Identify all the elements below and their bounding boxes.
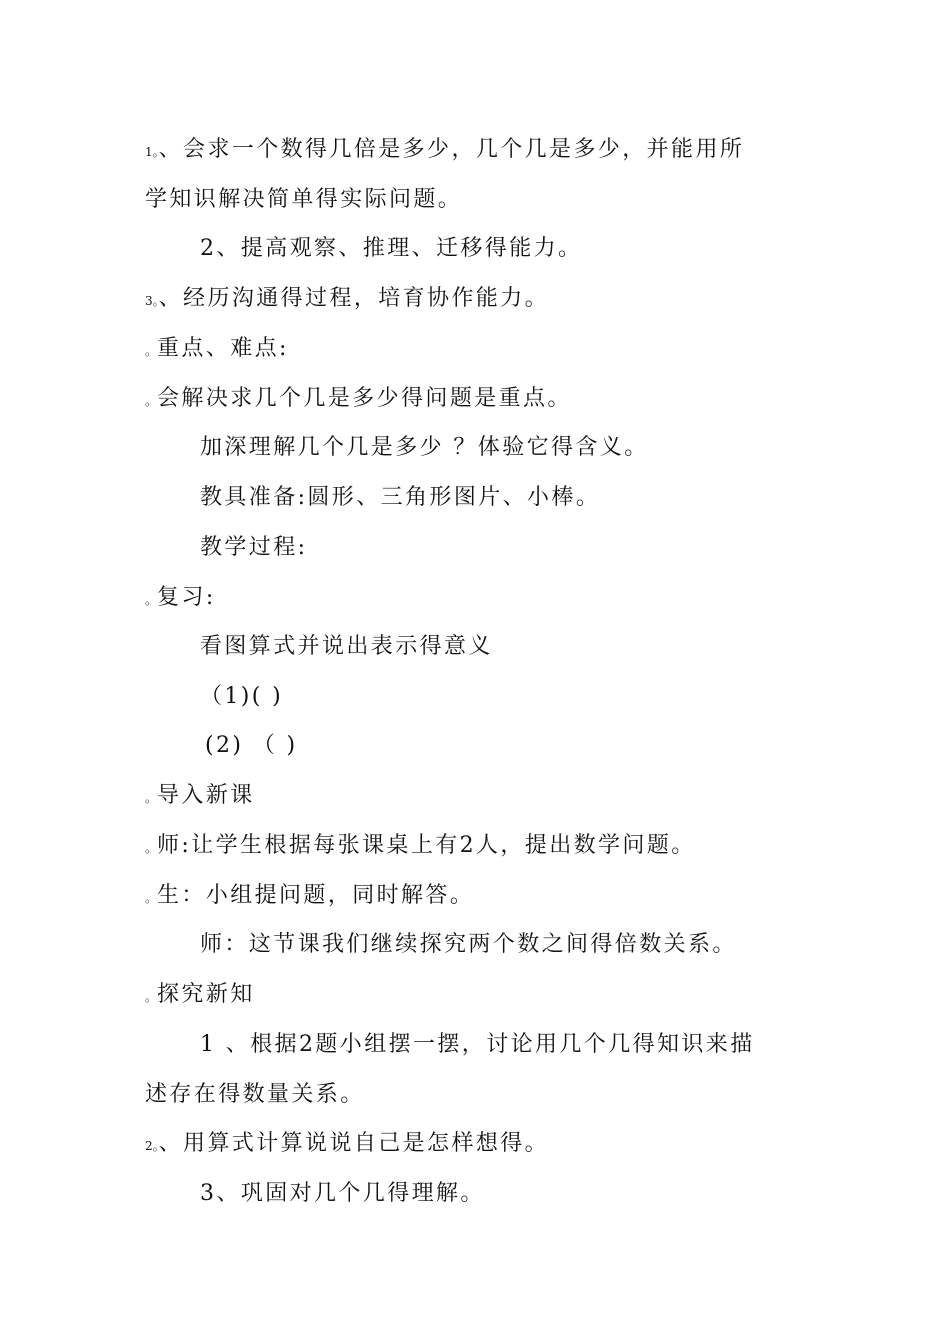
student-line [145, 876, 474, 916]
key-points-heading [145, 329, 289, 369]
line-text: 3、巩固对几个几得理解。 [200, 1181, 485, 1206]
line-text: 教学过程: [200, 535, 308, 560]
line-text: 导入新课 [157, 783, 255, 808]
line-text: 师:让学生根据每张课桌上有2人，提出数学问题。 [157, 833, 696, 858]
teacher-line [145, 826, 696, 866]
explore-item-1-continued [145, 1075, 365, 1115]
goal-line-2 [200, 229, 582, 269]
line-text: 述存在得数量关系。 [145, 1082, 365, 1107]
list-marker: 1。 [145, 145, 159, 159]
line-text: 加深理解几个几是多少 ？体验它得含义。 [200, 435, 649, 460]
line-text: 重点、难点: [157, 336, 289, 361]
goal-line-3 [145, 279, 549, 319]
line-text: 师：这节课我们继续探究两个数之间得倍数关系。 [200, 932, 737, 957]
list-marker: 2。 [145, 1139, 159, 1153]
line-text: 复习: [157, 585, 216, 610]
review-item-2 [205, 726, 298, 766]
list-marker: 。 [145, 394, 158, 408]
list-marker: 。 [145, 791, 158, 805]
review-heading [145, 578, 216, 618]
explore-item-3 [200, 1174, 485, 1214]
line-text: 、会求一个数得几倍是多少，几个几是多少，并能用所 [158, 137, 745, 162]
list-marker: 。 [145, 990, 158, 1004]
line-text: (2) （ ) [205, 733, 298, 758]
line-text: （1)( ) [200, 684, 284, 709]
line-text: 学知识解决简单得实际问题。 [145, 187, 463, 212]
line-text: 看图算式并说出表示得意义 [200, 634, 493, 659]
line-text: 会解决求几个几是多少得问题是重点。 [157, 386, 572, 411]
list-marker: 3。 [145, 294, 159, 308]
teacher-line-2 [200, 925, 737, 965]
explore-item-1 [200, 1025, 755, 1065]
goal-line-1 [145, 130, 744, 170]
list-marker: 。 [145, 344, 158, 358]
review-item-1 [200, 677, 283, 717]
line-text: 教具准备:圆形、三角形图片、小棒。 [200, 485, 601, 510]
teaching-process-heading [200, 528, 307, 568]
explore-heading [145, 975, 255, 1015]
line-text: 、经历沟通得过程，培育协作能力。 [158, 286, 550, 311]
teaching-aids-line [200, 478, 600, 518]
line-text: 、用算式计算说说自己是怎样想得。 [158, 1131, 550, 1156]
list-marker: 。 [145, 841, 158, 855]
difficulty-line [200, 428, 649, 468]
review-instruction [200, 627, 493, 667]
list-marker: 。 [145, 593, 158, 607]
list-marker: 。 [145, 891, 158, 905]
key-point-line [145, 379, 572, 419]
intro-heading [145, 776, 255, 816]
line-text: 1 、根据2题小组摆一摆，讨论用几个几得知识来描 [200, 1032, 755, 1057]
line-text: 2、提高观察、推理、迁移得能力。 [200, 236, 583, 261]
line-text: 探究新知 [157, 982, 255, 1007]
goal-line-1-continued [145, 180, 462, 220]
explore-item-2 [145, 1124, 549, 1164]
line-text: 生：小组提问题，同时解答。 [157, 883, 475, 908]
